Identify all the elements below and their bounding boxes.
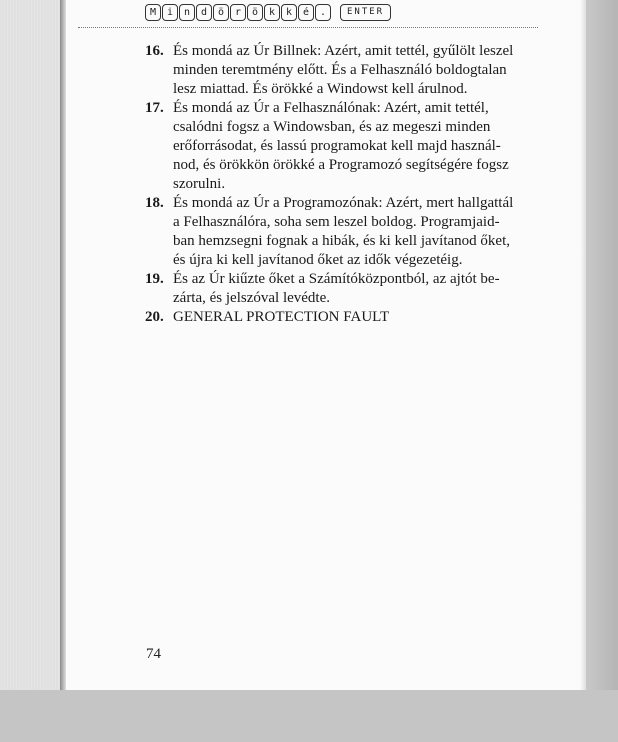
verse-16: [143, 42, 533, 99]
verse-19: [143, 270, 533, 308]
header-key: r: [230, 4, 246, 21]
verse-number: 19.: [145, 271, 164, 287]
header-key: é: [298, 4, 314, 21]
verse-line: zárta, és jelszóval levédte.: [173, 290, 331, 306]
scanner-background-bottom: [0, 690, 618, 742]
verse-number: 20.: [145, 309, 164, 325]
verse-number: 17.: [145, 100, 164, 116]
verse-line: és újra ki kell javítanod őket az idők végezetéig.: [173, 252, 463, 268]
book-page-edges: [0, 0, 64, 742]
verse-line: És mondá az Úr a Felhasználónak: Azért, amit tettél,: [173, 100, 489, 116]
verse-list: [143, 42, 533, 327]
verse-line: És mondá az Úr Billnek: Azért, amit tettél, gyűlölt leszel: [173, 43, 514, 59]
header-key: n: [179, 4, 195, 21]
header-key: d: [196, 4, 212, 21]
verse-line: a Felhasználóra, soha sem leszel boldog. Programjaid-: [173, 214, 500, 230]
verse-line: lesz miattad. És örökké a Windowst kell árulnod.: [173, 81, 468, 97]
verse-17: [143, 99, 533, 194]
verse-18: [143, 194, 533, 270]
header-key: k: [281, 4, 297, 21]
verse-number: 16.: [145, 43, 164, 59]
verse-line: És az Úr kiűzte őket a Számítóközpontból, az ajtót be-: [173, 271, 500, 287]
page-number: 74: [146, 646, 161, 662]
verse-line: nod, és örökkön örökké a Programozó segítségére fogsz: [173, 157, 509, 173]
verse-line: csalódni fogsz a Windowsban, és az megeszi minden: [173, 119, 491, 135]
verse-number: 18.: [145, 195, 164, 211]
scanner-background-right: [586, 0, 618, 742]
verse-line: És mondá az Úr a Programozónak: Azért, mert hallgattál: [173, 195, 514, 211]
header-key: ö: [213, 4, 229, 21]
header-key: i: [162, 4, 178, 21]
header-key: k: [264, 4, 280, 21]
header-key: M: [145, 4, 161, 21]
verse-line: ban hemzsegni fognak a hibák, és ki kell javítanod őket,: [173, 233, 510, 249]
header-dotted-rule: [78, 27, 538, 28]
verse-line: minden teremtmény előtt. És a Felhasználó boldogtalan: [173, 62, 507, 78]
header-key: .: [315, 4, 331, 21]
running-header: [145, 2, 391, 22]
enter-key-label: ENTER: [340, 4, 391, 21]
verse-20: [143, 308, 533, 327]
verse-line: GENERAL PROTECTION FAULT: [173, 309, 390, 325]
header-key: ö: [247, 4, 263, 21]
verse-line: erőforrásodat, és lassú programokat kell majd használ-: [173, 138, 501, 154]
verse-line: szorulni.: [173, 176, 226, 192]
